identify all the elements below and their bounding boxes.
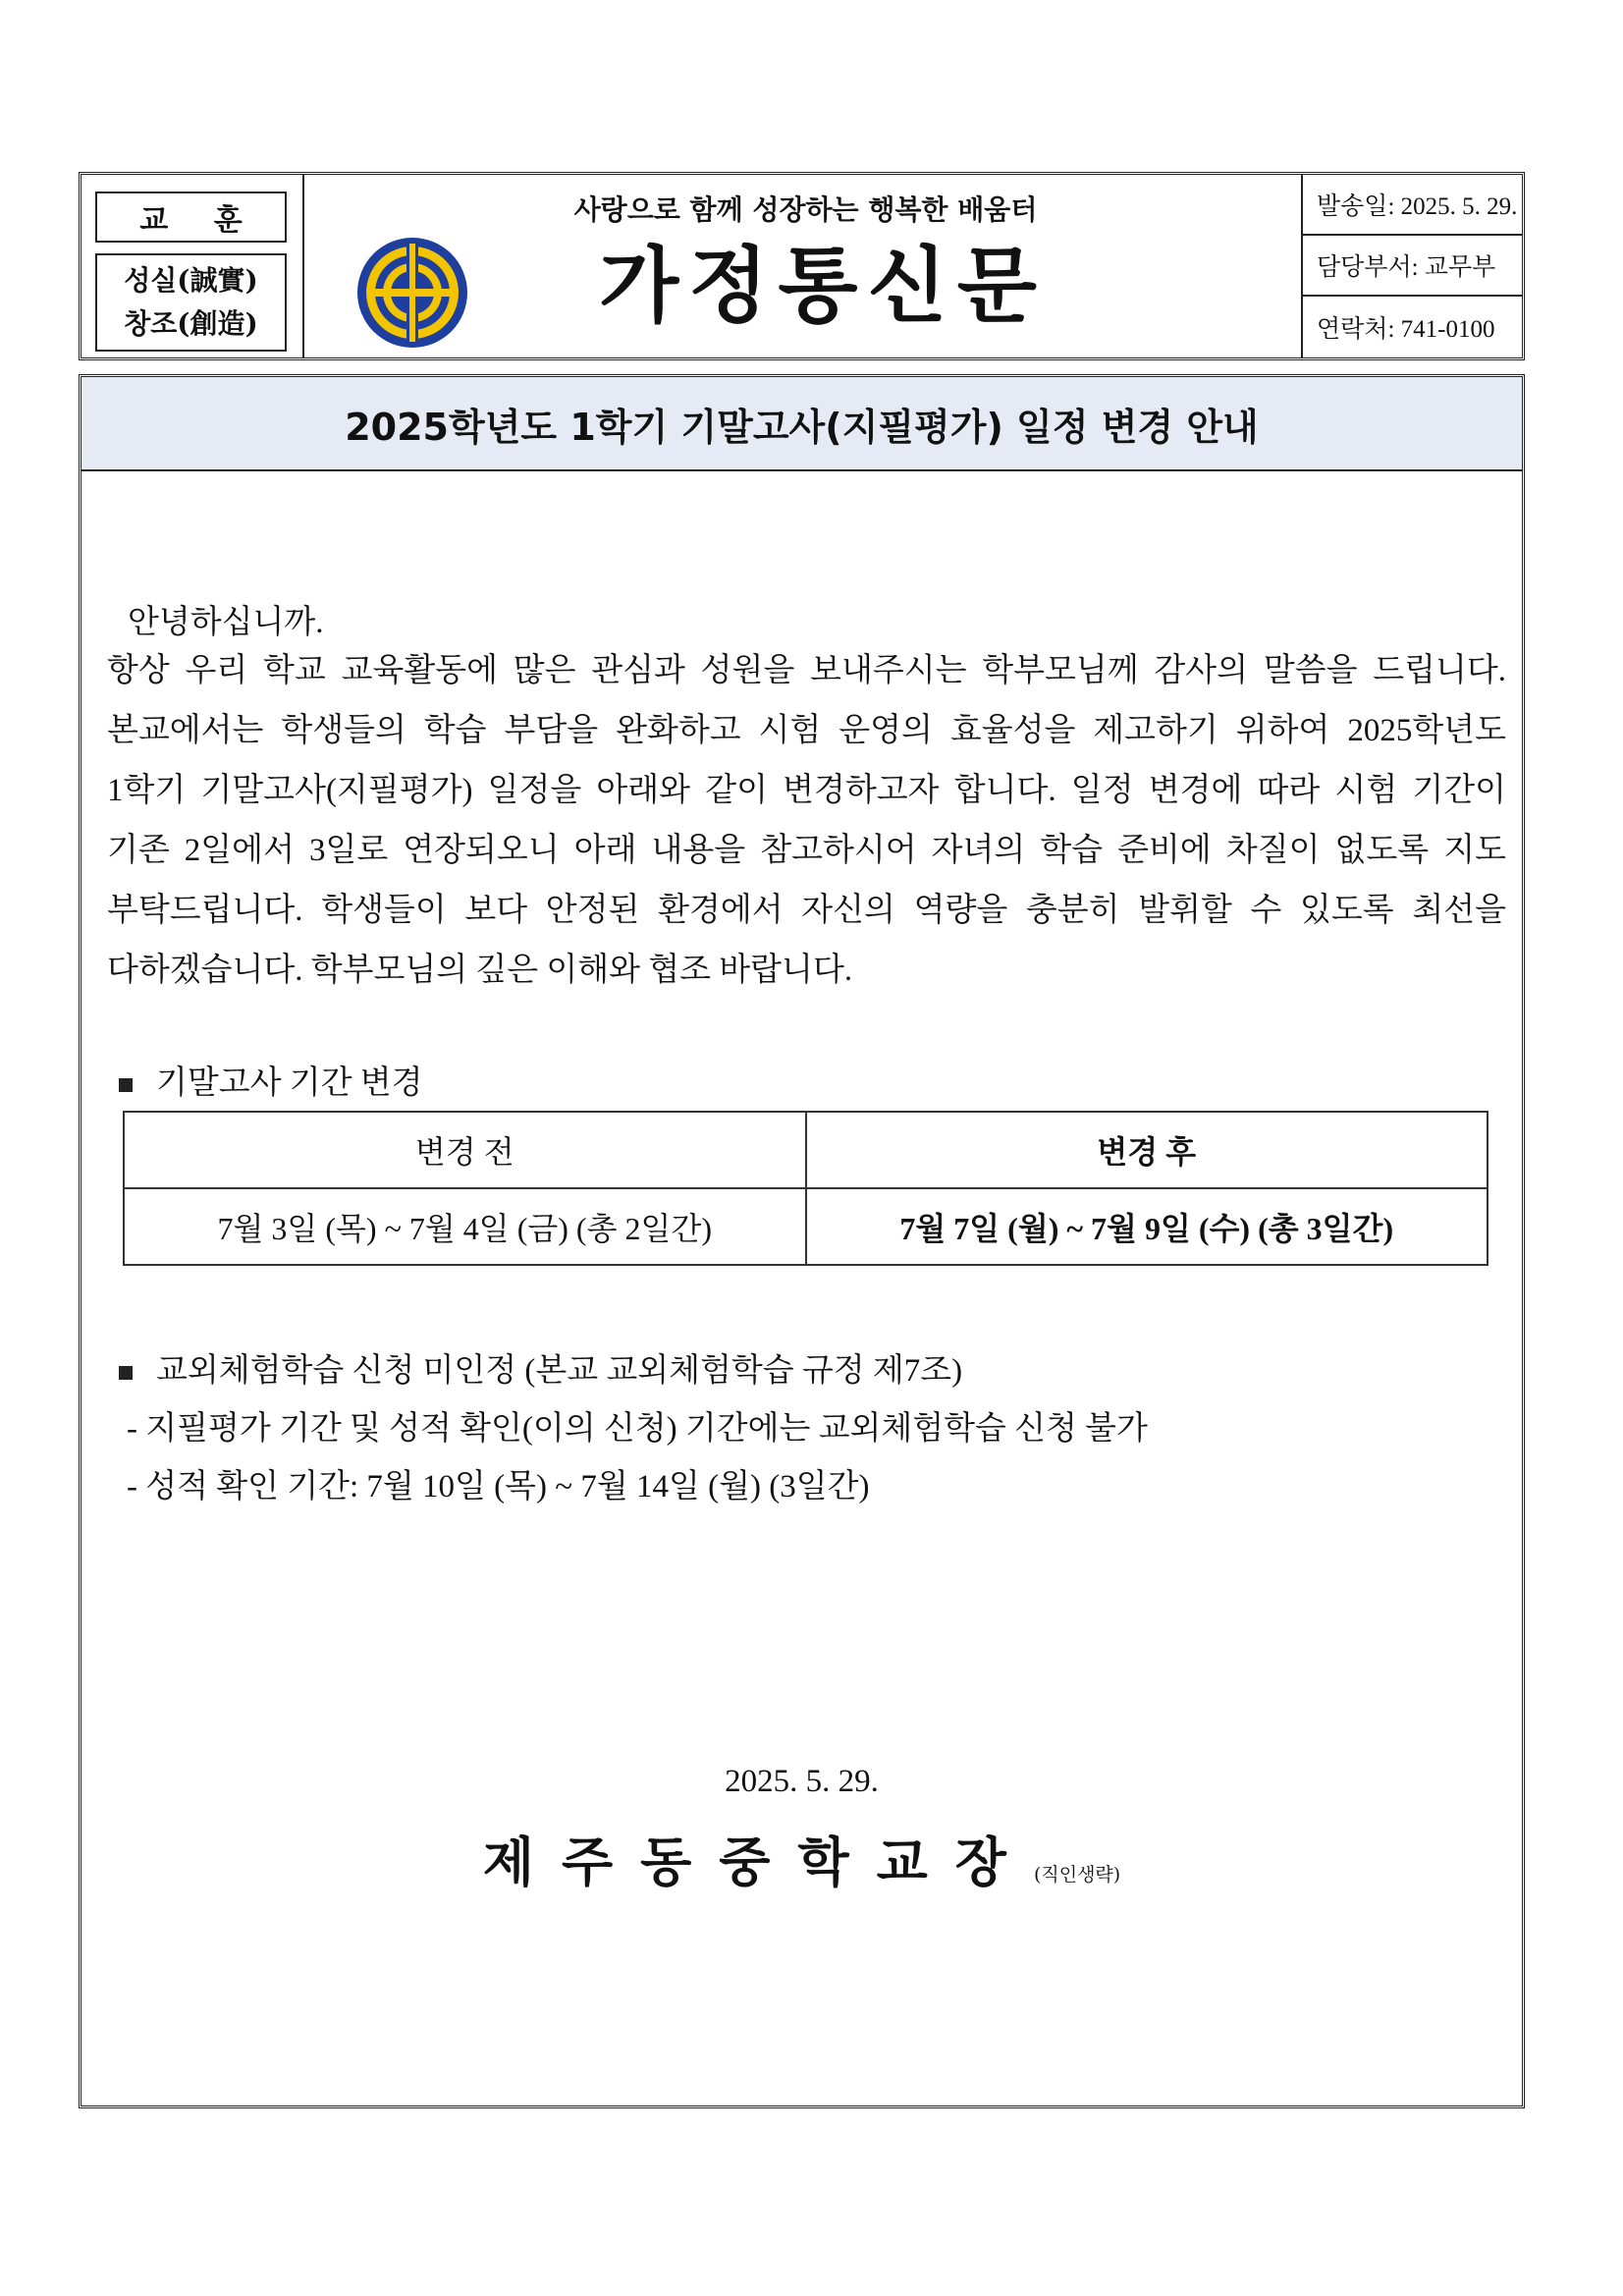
school-motto-panel: [81, 175, 304, 357]
seal-note: (직인생략): [1033, 1864, 1121, 1886]
motto-box: [95, 253, 287, 352]
square-bullet-icon: [119, 1078, 133, 1092]
paragraph-line: 기존 2일에서 3일로 연장되오니 아래 내용을 참고하시어 자녀의 학습 준비에 차질이 없도록 지도: [107, 833, 1506, 868]
paragraph-line: 항상 우리 학교 교육활동에 많은 관심과 성원을 보내주시는 학부모님께 감사의 말씀을 드립니다.: [107, 653, 1506, 688]
paragraph-line: 본교에서는 학생들의 학습 부담을 완화하고 시험 운영의 효율성을 제고하기 위하여 2025학년도: [107, 713, 1506, 748]
header-center: [302, 175, 1309, 357]
square-bullet-icon: [119, 1366, 133, 1380]
header-info-panel: [1301, 175, 1522, 357]
greeting: 안녕하십니까.: [128, 605, 324, 640]
list-item: - 성적 확인 기간: 7월 10일 (목) ~ 7월 14일 (월) (3일간): [127, 1469, 870, 1504]
principal-name: 제주동중학교장: [482, 1831, 1034, 1893]
sent-date: 발송일: 2025. 5. 29.: [1303, 175, 1522, 236]
table-row: [124, 1188, 1488, 1265]
motto-line-2: 창조(創造): [124, 307, 258, 340]
table-header-before: 변경 전: [124, 1112, 806, 1188]
newsletter-title: 가정통신문: [599, 238, 1047, 334]
paragraph-line: 다하겠습니다. 학부모님의 깊은 이해와 협조 바랍니다.: [107, 953, 853, 988]
section-title: 기말고사 기간 변경: [156, 1066, 423, 1101]
schedule-before: 7월 3일 (목) ~ 7월 4일 (금) (총 2일간): [124, 1188, 806, 1265]
principal-signature: [81, 1821, 1522, 1896]
paragraph-line: 부탁드립니다. 학생들이 보다 안정된 환경에서 자신의 역량을 충분히 발휘할 수 있도록 최선을: [107, 893, 1506, 928]
school-slogan: 사랑으로 함께 성장하는 행복한 배움터: [573, 193, 1038, 226]
newsletter-header: [79, 172, 1525, 360]
notice-frame: [79, 374, 1525, 2108]
section-title: 교외체험학습 신청 미인정 (본교 교외체험학습 규정 제7조): [156, 1353, 963, 1389]
table-header-after: 변경 후: [806, 1112, 1488, 1188]
section-exam-period: [119, 1057, 423, 1103]
department: 담당부서: 교무부: [1303, 236, 1522, 297]
schedule-after: 7월 7일 (월) ~ 7월 9일 (수) (총 3일간): [806, 1188, 1488, 1265]
issue-date: 2025. 5. 29.: [725, 1764, 879, 1799]
notice-title: 2025학년도 1학기 기말고사(지필평가) 일정 변경 안내: [81, 377, 1522, 471]
section-field-trip: [119, 1344, 962, 1391]
paragraph-line: 1학기 기말고사(지필평가) 일정을 아래와 같이 변경하고자 합니다. 일정 변경에 따라 시험 기간이: [107, 773, 1506, 808]
motto-title: 교 훈: [95, 191, 287, 243]
schedule-table: [123, 1111, 1488, 1266]
motto-line-1: 성실(誠實): [124, 264, 258, 297]
school-emblem-icon: [353, 234, 471, 352]
notice-paragraph: [107, 644, 1506, 1004]
table-header-row: [124, 1112, 1488, 1188]
list-item: - 지필평가 기간 및 성적 확인(이의 신청) 기간에는 교외체험학습 신청 불가: [127, 1411, 1148, 1447]
contact-number: 연락처: 741-0100: [1317, 316, 1495, 343]
